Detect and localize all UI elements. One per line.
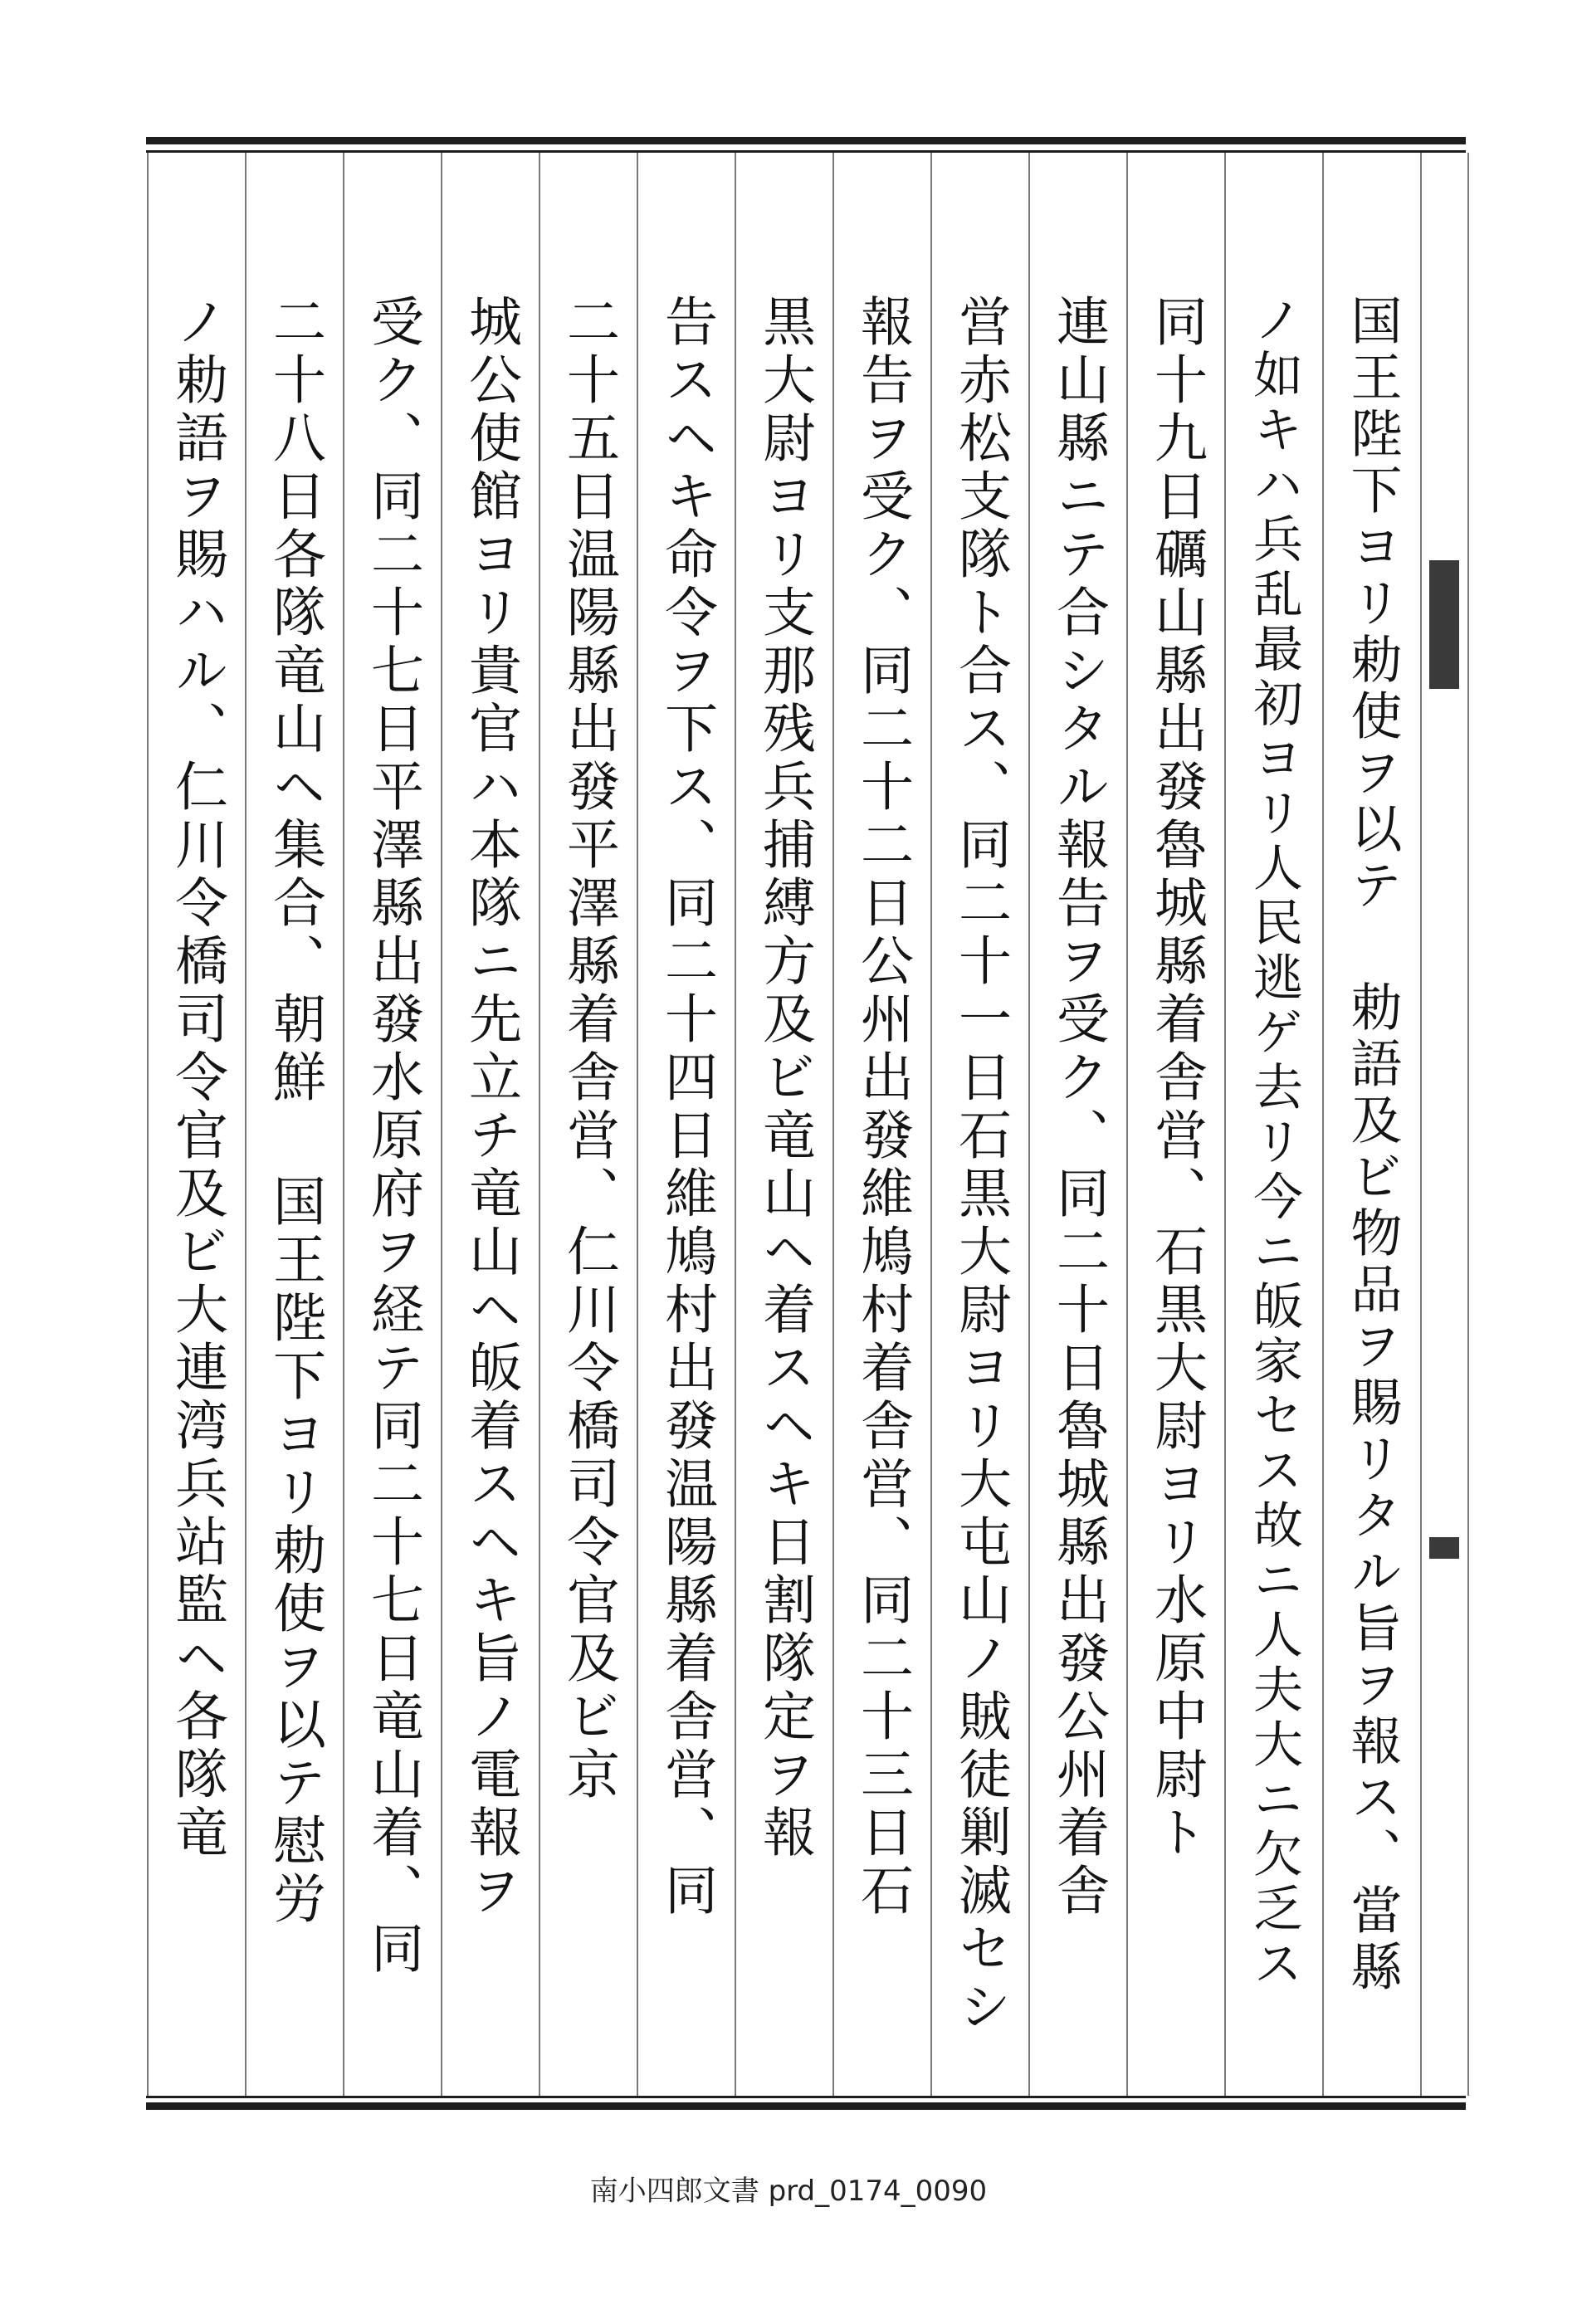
bottom-rule-thin [146, 2096, 1466, 2098]
page-edge-tab-upper [1429, 560, 1459, 689]
column-text: 二十八日各隊竜山ヘ集合、朝鮮 国王陛下ヨリ勅使ヲ以テ慰労 [264, 294, 325, 1929]
manuscript-column [735, 153, 832, 2096]
column-text: 連山縣ニテ合シタル報告ヲ受ク、同二十日魯城縣出發公州着舎 [1047, 294, 1109, 1921]
column-text: 黒大尉ヨリ支那残兵捕縛方及ビ竜山ヘ着スヘキ日割隊定ヲ報 [754, 294, 815, 1863]
archive-caption: 南小四郎文書 prd_0174_0090 [589, 2175, 988, 2208]
bottom-rule [146, 2102, 1466, 2110]
manuscript-column [539, 153, 637, 2096]
page-edge-tab-lower [1429, 1537, 1459, 1559]
manuscript-column [1224, 153, 1322, 2096]
manuscript-column [832, 153, 930, 2096]
manuscript-column [1126, 153, 1224, 2096]
column-text: 国王陛下ヨリ勅使ヲ以テ 勅語及ビ物品ヲ賜リタル旨ヲ報ス、當縣 [1342, 294, 1403, 1996]
manuscript-column [245, 153, 343, 2096]
manuscript-column [637, 153, 735, 2096]
column-text: 二十五日温陽縣出發平澤縣着舎営、仁川令橋司令官及ビ京 [558, 294, 619, 1804]
manuscript-sheet [146, 137, 1466, 2116]
manuscript-columns [146, 153, 1466, 2096]
column-text: 城公使館ヨリ貴官ハ本隊ニ先立チ竜山ヘ皈着スヘキ旨ノ電報ヲ [460, 294, 521, 1921]
manuscript-column [441, 153, 539, 2096]
manuscript-column [1028, 153, 1126, 2096]
right-margin-line [1420, 153, 1469, 2096]
manuscript-column [343, 153, 441, 2096]
column-text: ノ如キハ兵乱最初ヨリ人民逃ゲ去リ今ニ皈家セス故ニ人夫大ニ欠乏ス [1245, 294, 1303, 1992]
manuscript-column [147, 153, 245, 2096]
column-text: 営赤松支隊ト合ス、同二十一日石黒大尉ヨリ大屯山ノ賊徒剿滅セシ [950, 294, 1011, 2037]
column-text: 告スヘキ命令ヲ下ス、同二十四日維鳩村出發温陽縣着舎営、同 [656, 294, 717, 1921]
column-text: 同十九日礪山縣出發魯城縣着舎営、石黒大尉ヨリ水原中尉ト [1145, 294, 1207, 1863]
column-text: ノ勅語ヲ賜ハル、仁川令橋司令官及ビ大連湾兵站監ヘ各隊竜 [166, 294, 227, 1863]
top-rule [146, 137, 1466, 144]
column-text: 報告ヲ受ク、同二十二日公州出發維鳩村着舎営、同二十三日石 [852, 294, 913, 1921]
column-text: 受ク、同二十七日平澤縣出發水原府ヲ経テ同二十七日竜山着、同 [362, 294, 423, 1979]
manuscript-column [930, 153, 1028, 2096]
manuscript-column [1322, 153, 1420, 2096]
